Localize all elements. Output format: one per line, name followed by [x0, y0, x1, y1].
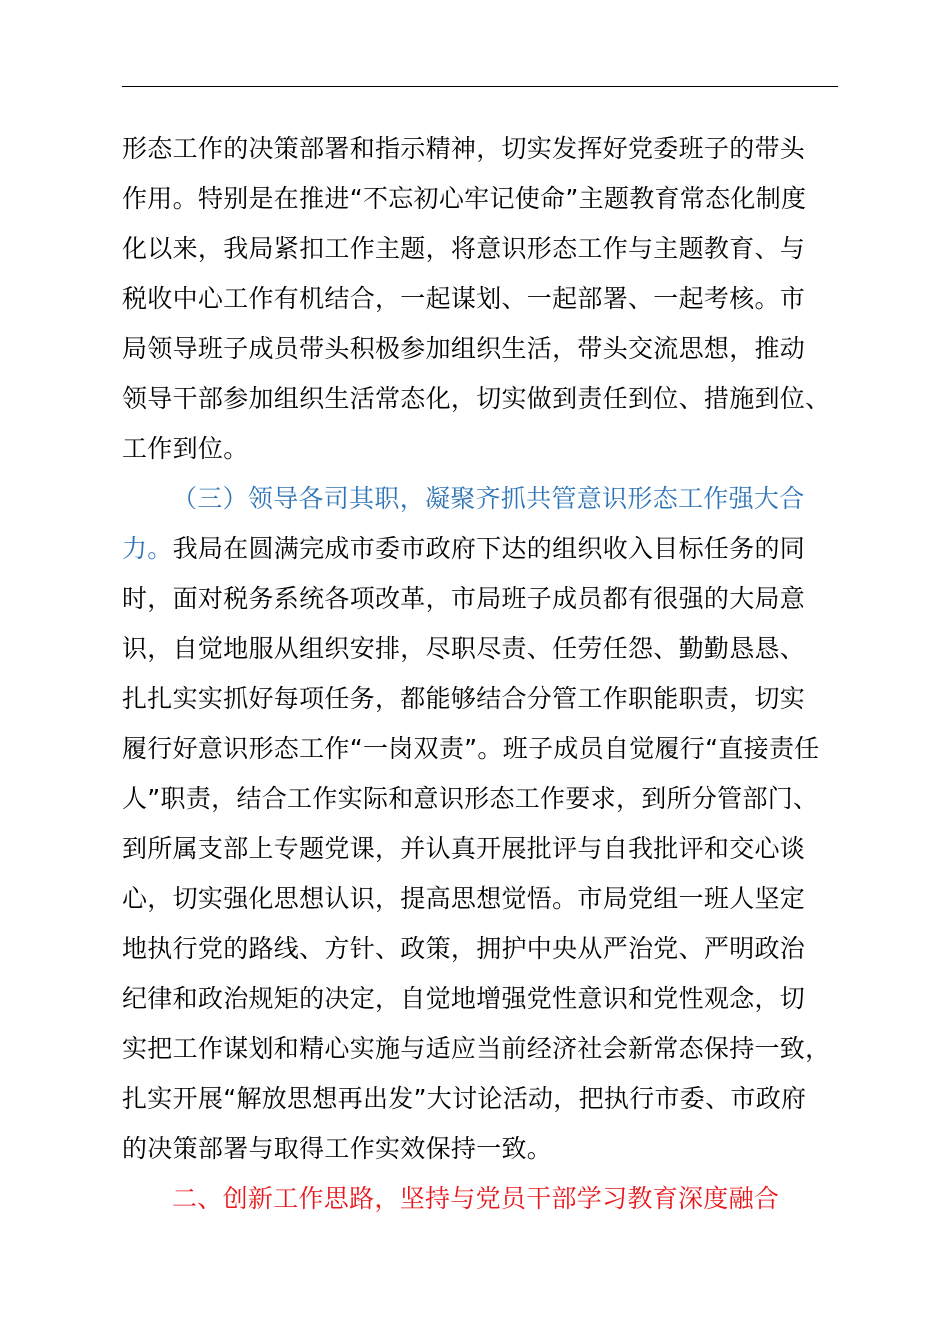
text-line: 工作到位。	[122, 434, 249, 463]
paragraph-2	[122, 474, 842, 1174]
text-line: 识，自觉地服从组织安排，尽职尽责、任劳任怨、勤勤恳恳、	[122, 634, 806, 663]
text-line: 履行好意识形态工作“一岗双责”。班子成员自觉履行“直接责任	[122, 734, 820, 763]
text-line: 扎实开展“解放思想再出发”大讨论活动，把执行市委、市政府	[122, 1084, 807, 1113]
text-line: 税收中心工作有机结合，一起谋划、一起部署、一起考核。市	[122, 284, 806, 313]
text-line: 时，面对税务系统各项改革，市局班子成员都有很强的大局意	[122, 584, 806, 613]
text-line: 作用。特别是在推进“不忘初心牢记使命”主题教育常态化制度	[122, 184, 807, 213]
paragraph-1	[122, 124, 842, 474]
text-line-rest: 我局在圆满完成市委市政府下达的组织收入目标任务的同	[172, 534, 806, 563]
text-line: 地执行党的路线、方针、政策，拥护中央从严治党、严明政治	[122, 934, 806, 963]
text-line: 纪律和政治规矩的决定，自觉地增强党性意识和党性观念，切	[122, 984, 806, 1013]
text-line: 化以来，我局紧扣工作主题，将意识形态工作与主题教育、与	[122, 234, 806, 263]
text-line: 的决策部署与取得工作实效保持一致。	[122, 1134, 553, 1163]
text-line: 形态工作的决策部署和指示精神，切实发挥好党委班子的带头	[122, 134, 806, 163]
text-line: 局领导班子成员带头积极参加组织生活，带头交流思想，推动	[122, 334, 806, 363]
text-line: 实把工作谋划和精心实施与适应当前经济社会新常态保持一致，	[122, 1034, 831, 1063]
subheading-3-end: 力。	[122, 534, 173, 563]
text-line: 领导干部参加组织生活常态化，切实做到责任到位、措施到位、	[122, 384, 831, 413]
text-line: 人”职责，结合工作实际和意识形态工作要求，到所分管部门、	[122, 784, 819, 813]
text-line	[122, 524, 842, 574]
document-body	[122, 124, 842, 1224]
text-line: 心，切实强化思想认识，提高思想觉悟。市局党组一班人坚定	[122, 884, 806, 913]
subheading-3: （三）领导各司其职，凝聚齐抓共管意识形态工作强大合	[172, 484, 805, 513]
header-rule	[122, 86, 838, 87]
section-2-heading: 二、创新工作思路，坚持与党员干部学习教育深度融合	[172, 1184, 780, 1213]
text-line: 到所属支部上专题党课，并认真开展批评与自我批评和交心谈	[122, 834, 806, 863]
text-line: 扎扎实实抓好每项任务，都能够结合分管工作职能职责，切实	[122, 684, 806, 713]
